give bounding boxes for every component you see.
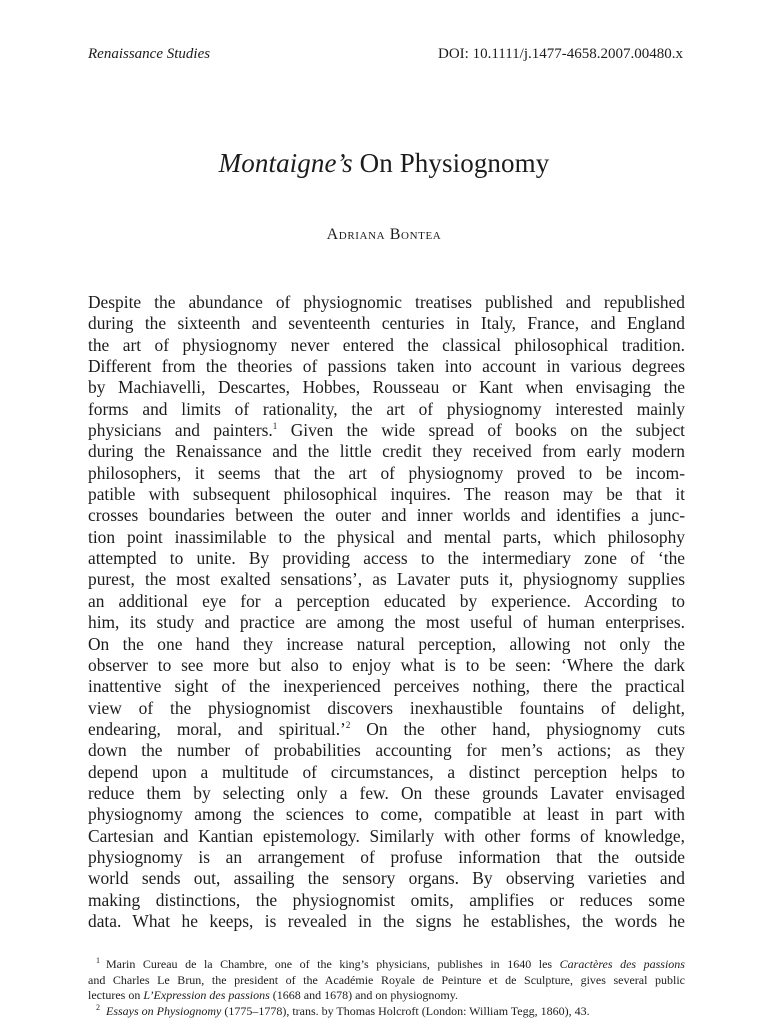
- author-name: Adriana Bontea: [326, 226, 442, 243]
- body-segment: On the other hand, physiognomy cuts: [350, 718, 685, 739]
- body-line: Cartesian and Kantian epistemology. Similarly with other forms of knowledge,: [88, 825, 685, 846]
- footnote-text: (1775–1778), trans. by Thomas Holcroft (London: William Tegg, 1860), 43.: [221, 1003, 590, 1018]
- footnote-mark-1: 1: [96, 956, 100, 965]
- body-line: an additional eye for a perception educated by experience. According to: [88, 590, 685, 611]
- body-line: view of the physiognomist discovers inexhaustible fountains of delight,: [88, 697, 685, 718]
- body-line: [88, 719, 685, 740]
- body-line: forms and limits of rationality, the art of physiognomy interested mainly: [88, 398, 685, 419]
- body-line: during the sixteenth and seventeenth centuries in Italy, France, and England: [88, 313, 685, 334]
- body-line: world sends out, assailing the sensory organs. By observing varieties and: [88, 868, 685, 889]
- footnote-1-line-2: and Charles Le Brun, the president of the Académie Royale de Peinture et de Sculpture, gives several public: [88, 972, 685, 987]
- title-italic: Montaigne’s: [218, 148, 353, 178]
- body-line: patible with subsequent philosophical inquires. The reason may be that it: [88, 484, 685, 505]
- title-rest: On Physiognomy: [359, 148, 550, 178]
- footnote-ref-2[interactable]: 2: [345, 719, 351, 730]
- body-segment: Given the wide spread of books on the subject: [277, 420, 685, 441]
- body-segment: endearing, moral, and spiritual.’: [88, 718, 346, 739]
- body-line: by Machiavelli, Descartes, Hobbes, Rousseau or Kant when envisaging the: [88, 377, 685, 398]
- footnote-title: L’Expression des passions: [143, 988, 270, 1002]
- body-line: On the one hand they increase natural perception, allowing not only the: [88, 633, 685, 654]
- footnote-text: Marin Cureau de la Chambre, one of the king’s physicians, publishes in 1640 les: [106, 957, 560, 971]
- footnote-mark-2: 2: [96, 1002, 100, 1012]
- journal-name: Renaissance Studies: [88, 46, 211, 62]
- body-line: tion point inassimilable to the physical and mental parts, which philosophy: [88, 526, 685, 547]
- body-line: reduce them by selecting only a few. On these grounds Lavater envisaged: [88, 782, 685, 803]
- footnote-1: [88, 957, 685, 973]
- body-line: making distinctions, the physiognomist omits, amplifies or reduces some: [88, 889, 685, 910]
- footnote-text: lectures on: [88, 988, 144, 1002]
- article-title: [0, 148, 768, 179]
- article-body: [88, 292, 685, 932]
- body-line: the art of physiognomy never entered the classical philosophical tradition.: [88, 334, 685, 355]
- body-line: down the number of probabilities accounting for men’s actions; as they: [88, 740, 685, 761]
- body-segment: physicians and painters.: [88, 420, 273, 441]
- footnote-title: Caractères des passions: [559, 957, 685, 971]
- body-line: during the Renaissance and the little credit they received from early modern: [88, 441, 685, 462]
- footnote-2: [88, 1004, 685, 1020]
- running-header: [88, 46, 683, 63]
- footnote-1-line-3: [88, 988, 685, 1004]
- body-line: [88, 420, 685, 441]
- body-line: philosophers, it seems that the art of physiognomy proved to be incom-: [88, 462, 685, 483]
- body-line: Different from the theories of passions taken into account in various degrees: [88, 356, 685, 377]
- body-line: attempted to unite. By providing access to the intermediary zone of ‘the: [88, 548, 685, 569]
- body-line: physiognomy is an arrangement of profuse information that the outside: [88, 846, 685, 867]
- body-line: observer to see more but also to enjoy what is to be seen: ‘Where the dark: [88, 654, 685, 675]
- body-line: data. What he keeps, is revealed in the signs he establishes, the words he: [88, 910, 685, 931]
- body-line: him, its study and practice are among the most useful of human enterprises.: [88, 612, 685, 633]
- doi: DOI: 10.1111/j.1477-4658.2007.00480.x: [438, 46, 683, 62]
- body-line: inattentive sight of the inexperienced perceives nothing, there the practical: [88, 676, 685, 697]
- footnote-ref-1[interactable]: 1: [272, 421, 278, 432]
- footnote-text: (1668 and 1678) and on physiognomy.: [269, 988, 458, 1002]
- body-line: Despite the abundance of physiognomic treatises published and republished: [88, 292, 685, 312]
- footnotes: [88, 957, 685, 1019]
- body-line: crosses boundaries between the outer and inner worlds and identifies a junc-: [88, 505, 685, 526]
- body-line: physiognomy among the sciences to come, compatible at least in part with: [88, 804, 685, 825]
- body-line: purest, the most exalted sensations’, as Lavater puts it, physiognomy supplies: [88, 569, 685, 590]
- body-line: depend upon a multitude of circumstances, a distinct perception helps to: [88, 761, 685, 782]
- footnote-title: Essays on Physiognomy: [106, 1003, 222, 1018]
